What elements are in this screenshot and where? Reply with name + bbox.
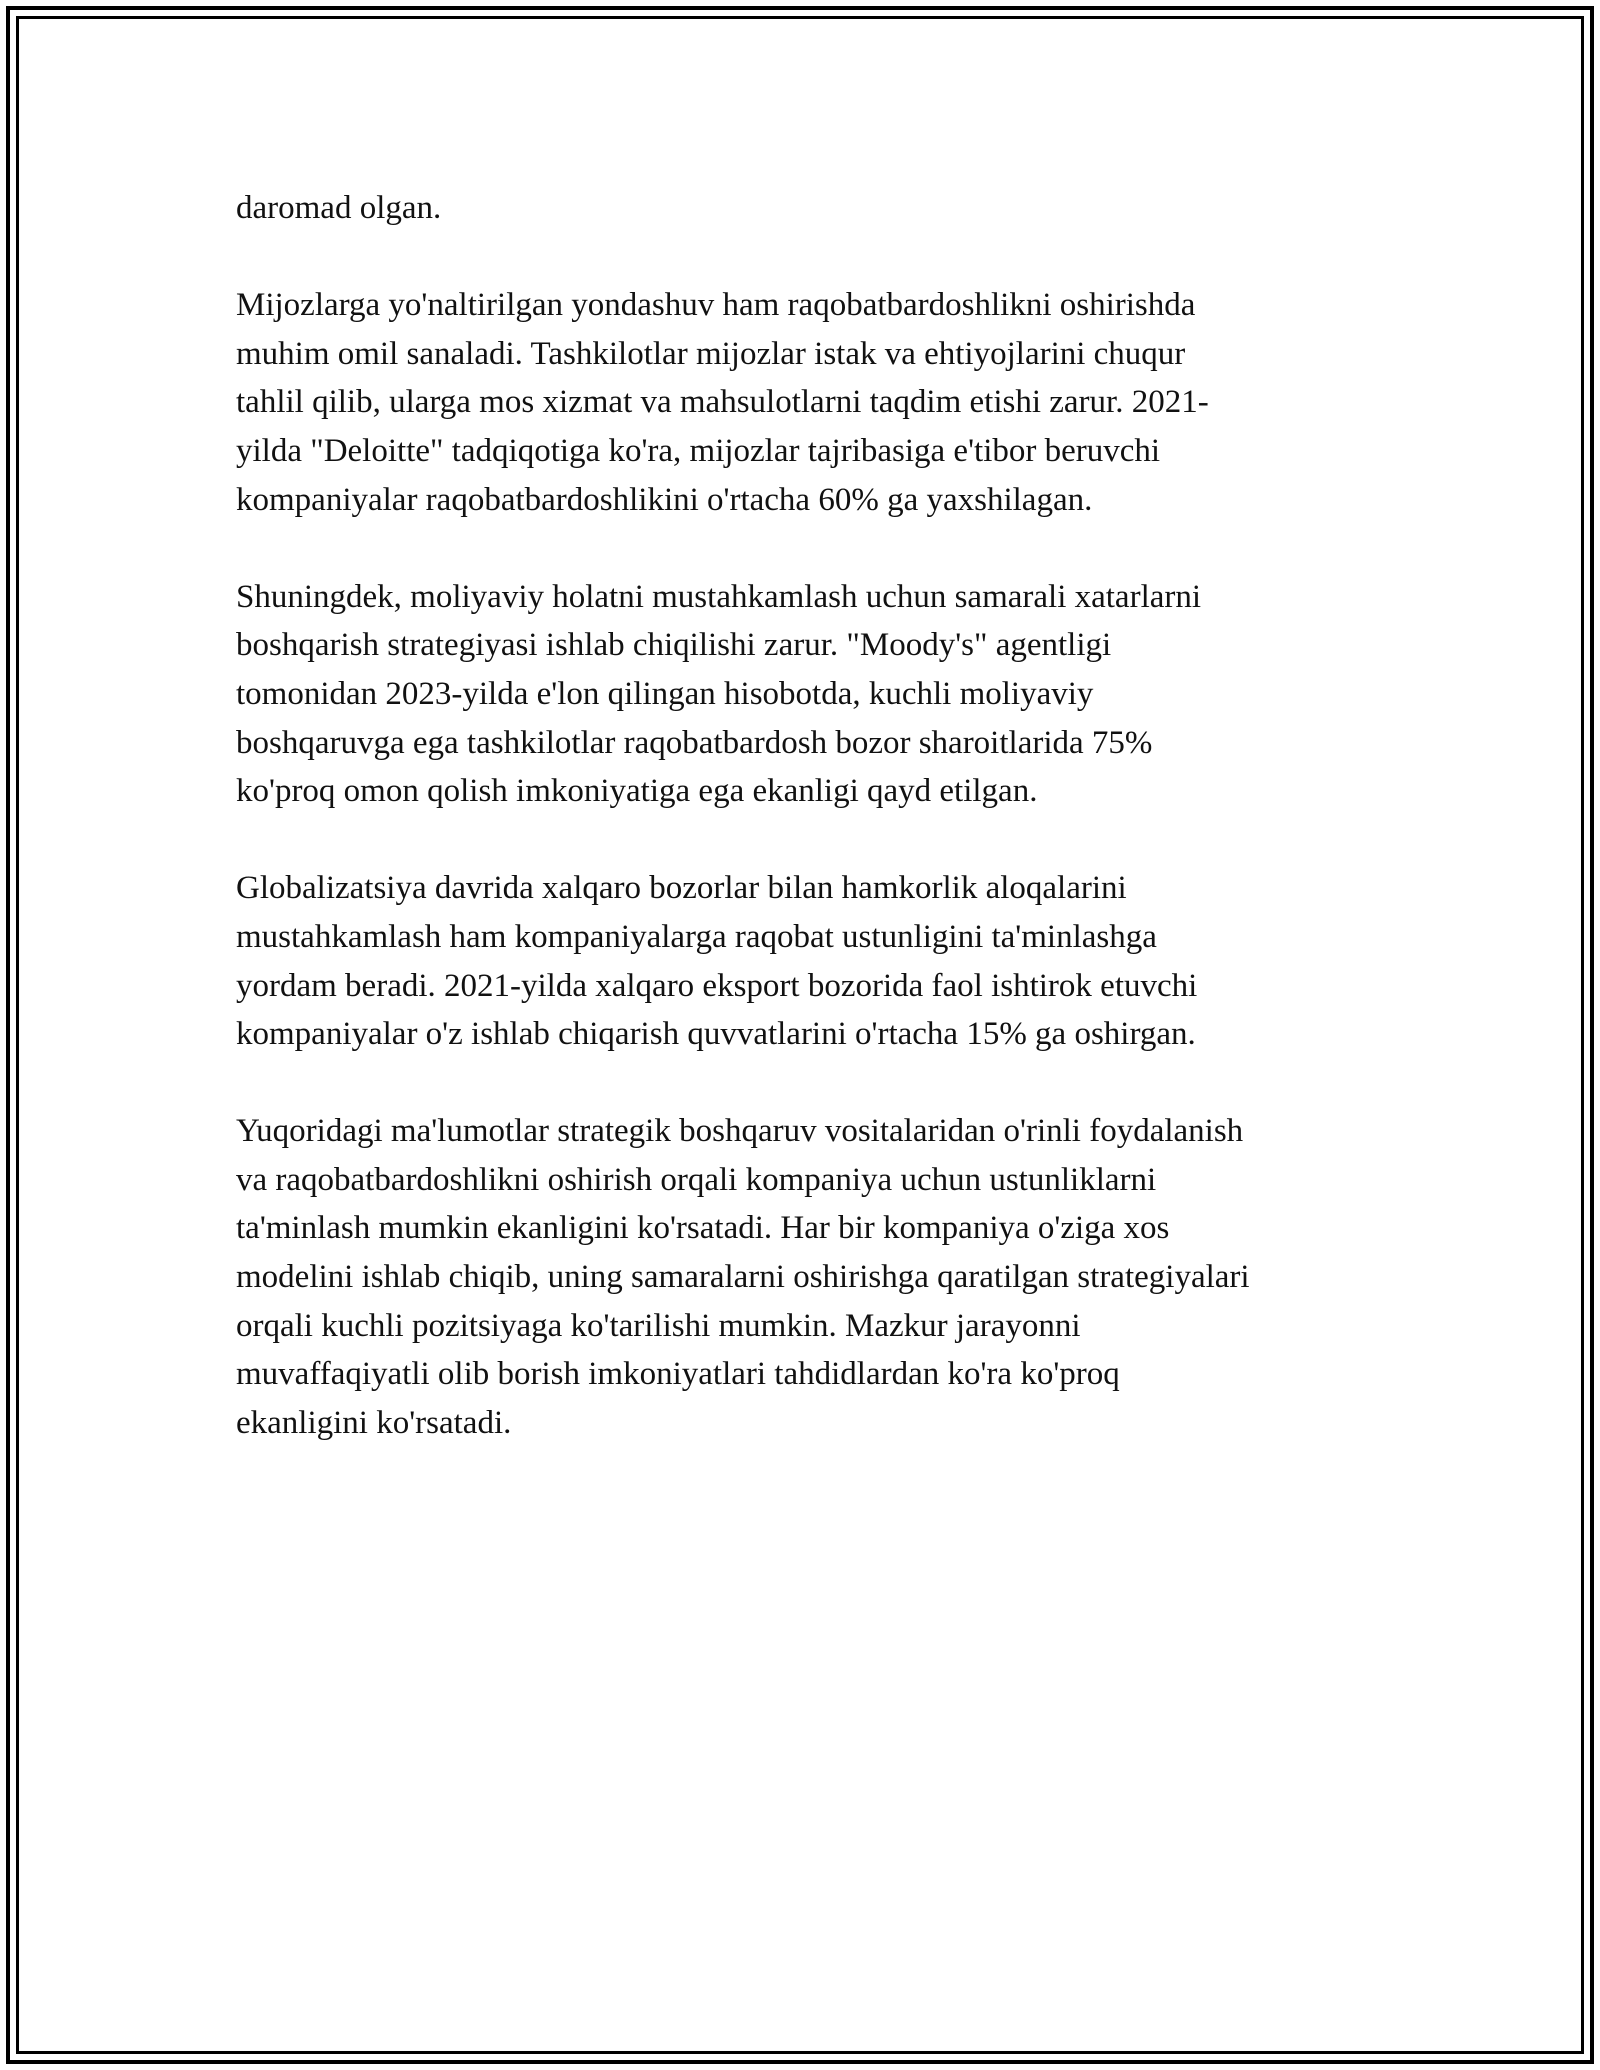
document-body xyxy=(236,184,1376,1496)
paragraph-risk-management: Shuningdek, moliyaviy holatni mustahkamlash uchun samarali xatarlarni boshqarish strategiyasi ishlab chiqilishi zarur. "Moody's" agentligi tomonidan 2023-yilda e'lon qilingan hisobotda, kuchli moliyaviy boshqaruvga ega tashkilotlar raqobatbardosh bozor sharoitlarida 75% ko'proq omon qolish imkoniyatiga ega ekanligi qayd etilgan. xyxy=(236,578,1202,810)
paragraph-continuation: daromad olgan. xyxy=(236,190,442,226)
paragraph-globalization: Globalizatsiya davrida xalqaro bozorlar bilan hamkorlik aloqalarini mustahkamlash ham kompaniyalarga raqobat ustunligini ta'minlashga yordam beradi. 2021-yilda xalqaro eksport bozorida faol ishtirok etuvchi kompaniyalar o'z ishlab chiqarish quvvatlarini o'rtacha 15% ga oshirgan. xyxy=(236,870,1198,1053)
paragraph-conclusion: Yuqoridagi ma'lumotlar strategik boshqaruv vositalaridan o'rinli foydalanish va raqobatbardoshlikni oshirish orqali kompaniya uchun ustunliklarni ta'minlash mumkin ekanligini ko'rsatadi. Har bir kompaniya o'ziga xos modelini ishlab chiqib, uning samaralarni oshirishga qaratilgan strategiyalari orqali kuchli pozitsiyaga ko'tarilishi mumkin. Mazkur jarayonni muvaffaqiyatli olib borish imkoniyatlari tahdidlardan ko'ra ko'proq ekanligini ko'rsatadi. xyxy=(236,1113,1250,1441)
paragraph-customer-approach: Mijozlarga yo'naltirilgan yondashuv ham raqobatbardoshlikni oshirishda muhim omil sanaladi. Tashkilotlar mijozlar istak va ehtiyojlarini chuqur tahlil qilib, ularga mos xizmat va mahsulotlarni taqdim etishi zarur. 2021- yilda "Deloitte" tadqiqotiga ko'ra, mijozlar tajribasiga e'tibor beruvchi kompaniyalar raqobatbardoshlikini o'rtacha 60% ga yaxshilagan. xyxy=(236,287,1209,518)
